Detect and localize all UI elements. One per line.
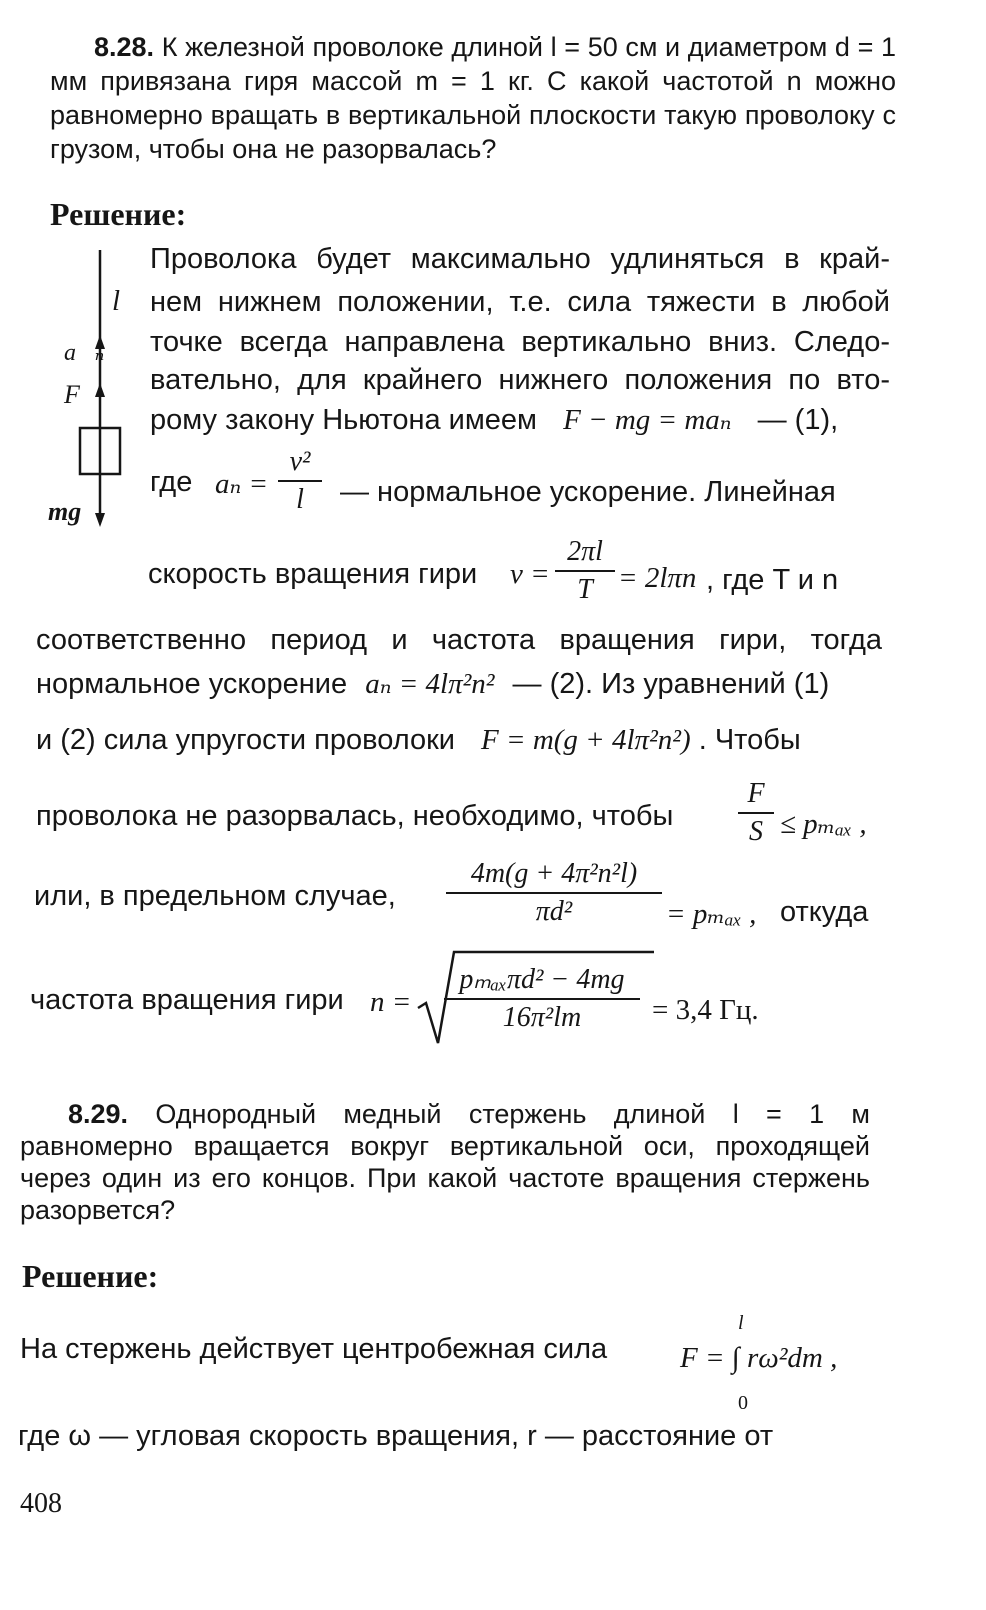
fs-denominator: S [749, 816, 763, 847]
n-fraction [444, 962, 640, 1034]
problem-text: Однородный медный стержень длиной l = 1 м равномерно вращается вокруг вертикальной оси, проходящей через один из его концов. При какой частоте вращения стержень разорвется? [20, 1099, 870, 1225]
elastic-force-formula: F = m(g + 4lπ²n²) [481, 724, 691, 756]
label-F: F⃗ [64, 380, 101, 409]
sol-line-5 [150, 402, 838, 437]
problem-number: 8.29. [68, 1099, 129, 1129]
sol2-line-2: где ω — угловая скорость вращения, r — расстояние от [18, 1420, 774, 1452]
n-lhs: n = [370, 986, 412, 1018]
sol-line-7-post: , где T и n [706, 564, 839, 596]
int-lower: 0 [738, 1392, 748, 1414]
an-denominator: l [296, 484, 304, 515]
problem-number: 8.28. [94, 32, 155, 62]
v-lhs: v = [510, 558, 550, 590]
v-fraction [555, 536, 615, 606]
n-result: = 3,4 Гц. [652, 994, 759, 1026]
sol-line-10 [36, 724, 801, 757]
fraction-bar [446, 892, 662, 894]
sol-line-13-pre: частота вращения гири [30, 984, 344, 1016]
solution-heading: Решение: [22, 1258, 159, 1294]
sol-line-6-post: — нормальное ускорение. Линейная [340, 476, 836, 508]
fraction-bar [278, 480, 322, 482]
limit-denominator: πd² [535, 896, 573, 927]
sol-line-12-pre: или, в предельном случае, [34, 880, 396, 912]
eq1-label: — (1), [757, 404, 839, 436]
fs-rhs: ≤ pₘₐₓ , [780, 808, 867, 840]
an-fraction [278, 446, 322, 516]
normal-accel-formula: aₙ = 4lπ²n² [365, 668, 495, 700]
sol-line-12-post: откуда [780, 896, 869, 928]
sol2-line-1-pre: На стержень действует центробежная сила [20, 1333, 608, 1365]
sol-line-6-pre: где [150, 466, 193, 498]
label-an: a⃗ₙ [64, 340, 105, 366]
fraction-bar [738, 812, 774, 814]
fraction-bar [444, 998, 640, 1000]
an-lhs: aₙ = [215, 468, 269, 500]
fraction-bar [555, 570, 615, 572]
elastic-force-text: и (2) сила упругости проволоки [36, 724, 455, 756]
sol-line-1: Проволока будет максимально удлиняться в край- [150, 243, 890, 275]
label-mg: mg⃗ [48, 497, 102, 526]
sol-line-8: соответственно период и частота вращения гири, тогда [36, 624, 882, 656]
n-denominator: 16π²lm [502, 1002, 582, 1033]
page-number: 408 [20, 1488, 62, 1519]
sol-line-2: нем нижнем положении, т.е. сила тяжести в любой [150, 286, 890, 318]
limit-numerator: 4m(g + 4π²n²l) [470, 858, 638, 889]
problem-8-28 [50, 30, 896, 166]
fs-numerator: F [747, 778, 765, 809]
centrifugal-integral: F = ∫ rω²dm , [680, 1342, 838, 1374]
fs-fraction [738, 778, 774, 848]
an-numerator: v² [289, 446, 311, 477]
sol-line-9 [36, 666, 829, 701]
sol-line-3: точке всегда направлена вертикально вниз. Следо- [150, 326, 890, 358]
eq2-label: — (2). Из уравнений (1) [512, 668, 830, 700]
v-denominator: T [577, 574, 593, 605]
sol-line-4: вательно, для крайнего нижнего положения по вто- [150, 364, 890, 396]
v-numerator: 2πl [567, 536, 603, 567]
limit-rhs: = pₘₐₓ , [666, 898, 757, 930]
solution-heading: Решение: [50, 196, 187, 232]
problem-8-29 [20, 1098, 870, 1226]
limit-fraction [446, 858, 662, 928]
n-numerator: pₘₐₓπd² − 4mg [459, 964, 625, 995]
sentence-start: . Чтобы [698, 724, 801, 756]
newton-text: рому закону Ньютона имеем [150, 404, 537, 436]
sol-line-7-pre: скорость вращения гири [148, 558, 478, 590]
newton-formula: F − mg = maₙ [563, 404, 732, 436]
sol-line-11-pre: проволока не разорвалась, необходимо, чтобы [36, 800, 674, 832]
v-rhs: = 2lπn [618, 562, 697, 594]
problem-text: К железной проволоке длиной l = 50 см и диаметром d = 1 мм привязана гиря массой m = 1 кг. С какой частотой n можно равномерно вращать в вертикальной плоскости такую проволоку с грузом, чтобы она не разорвалась? [50, 32, 896, 164]
int-upper: l [738, 1312, 744, 1334]
normal-accel-text: нормальное ускорение [36, 668, 348, 700]
label-l: l [112, 285, 121, 317]
